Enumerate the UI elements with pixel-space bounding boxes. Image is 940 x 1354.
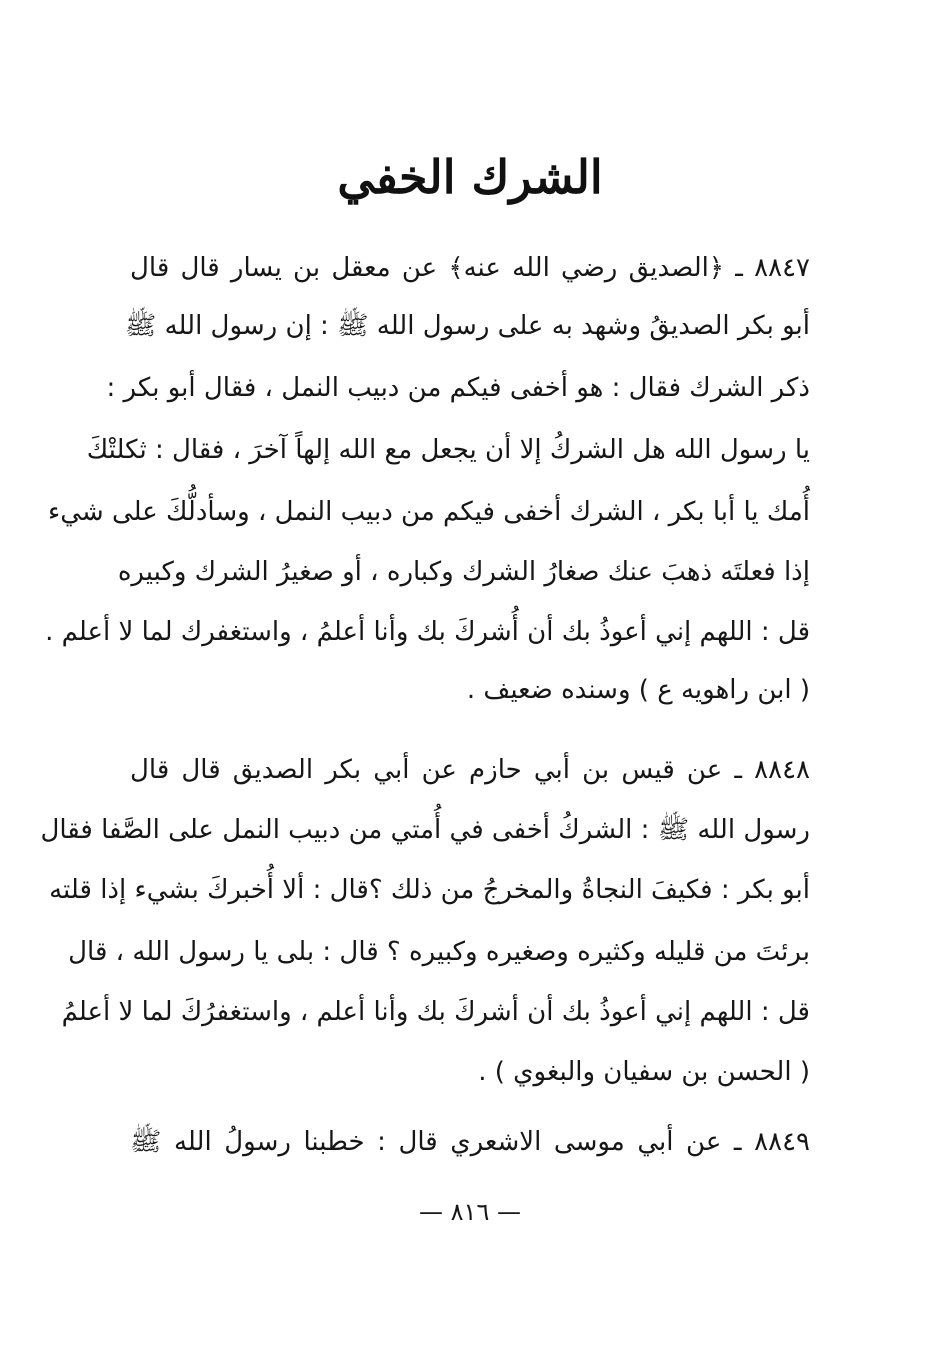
text-line: ٨٨٤٨ ـ عن قيس بن أبي حازم عن أبي بكر الصديق قال قال [130,755,810,785]
text-line: ٨٨٤٧ ـ ﴿الصديق رضي الله عنه﴾ عن معقل بن يسار قال قال [130,253,810,283]
text-line: قل : اللهم إني أعوذُ بك أن أشركَ بك وأنا أعلم ، واستغفرُكَ لما لا أعلمُ [61,997,810,1027]
text-line: أبو بكر الصديقُ وشهد به على رسول الله ﷺ : إن رسول الله ﷺ [124,311,810,341]
section-title: الشرك الخفي [337,150,603,204]
source-citation: ( ابن راهويه ع ) وسنده ضعيف . [466,675,810,705]
text-line: أُمك يا أبا بكر ، الشرك أخفى فيكم من دبيب النمل ، وسأدلُّكَ على شيء [48,497,810,527]
text-line: قل : اللهم إني أعوذُ بك أن أُشركَ بك وأنا أعلمُ ، واستغفرك لما لا أعلم . [45,617,810,647]
text-line: رسول الله ﷺ : الشركُ أخفى في أُمتي من دبيب النمل على الصَّفا فقال [40,815,810,845]
source-citation: ( الحسن بن سفيان والبغوي ) . [478,1057,810,1087]
text-line: يا رسول الله هل الشركُ إلا أن يجعل مع الله إلهاً آخرَ ، فقال : ثكلتْكَ [86,435,810,465]
text-line: أبو بكر : فكيفَ النجاةُ والمخرجُ من ذلك ؟قال : ألا أُخبركَ بشيء إذا قلته [49,875,810,905]
text-line: ذكر الشرك فقال : هو أخفى فيكم من دبيب النمل ، فقال أبو بكر : [106,373,810,403]
text-line: ٨٨٤٩ ـ عن أبي موسى الاشعري قال : خطبنا رسولُ الله ﷺ [130,1127,810,1157]
page-number: — ٨١٦ — [419,1198,521,1226]
text-line: إذا فعلتَه ذهبَ عنك صغارُ الشرك وكباره ، أو صغيرُ الشرك وكبيره [117,557,810,587]
text-line: برئتَ من قليله وكثيره وصغيره وكبيره ؟ قال : بلى يا رسول الله ، قال [68,937,810,967]
